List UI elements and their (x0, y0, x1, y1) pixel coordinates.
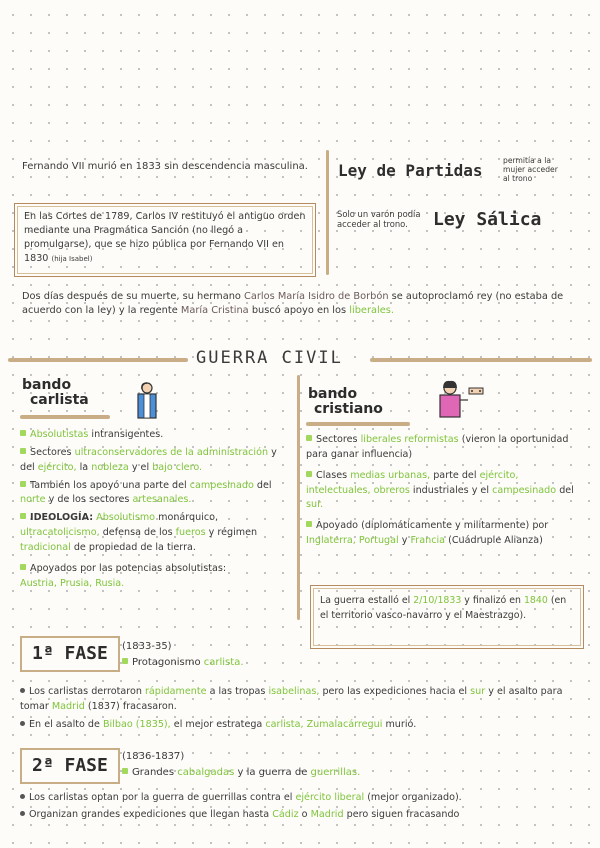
small-figure-icon (468, 385, 484, 397)
fase2-label: 2ª FASE (20, 748, 120, 784)
list-item: Apoyados por las potencias absolutistas: Austria, Prusia, Rusia. (20, 562, 227, 589)
cristiano-underline (306, 422, 410, 426)
list-item: Los carlistas optan por la guerra de guerrillas contra el ejército liberal (mejor organizado). (20, 790, 582, 805)
pragmatica-text: En las Cortes de 1789, Carlos IV restituyó el antiguo orden mediante una Pragmática Sanción (no llegó a promulgarse), que se hizo pública por Fernando VII en 1830 (hija Isabel) (24, 211, 306, 264)
fase2-text (20, 790, 582, 823)
bando-carlista-heading: bando carlista (22, 377, 89, 408)
fase1-years: (1833-35) (122, 641, 172, 652)
partidas-note: permitía a la mujer acceder al trono (503, 156, 558, 184)
fase2-years: (1836-1837) (122, 751, 185, 762)
list-item: Clases medias urbanas, parte del ejército, intelectuales, obreros industriales y el campesinado del sur. (306, 469, 574, 511)
list-item: Apoyado (diplomáticamente y militarmente) por Inglaterra, Portugal y Francia (Cuádruple Alianza) (306, 520, 549, 547)
list-item: Absolutistas intransigentes. (20, 428, 290, 443)
title-rule-right (370, 358, 592, 362)
list-item: Los carlistas derrotaron rápidamente a las tropas isabelinas, pero las expediciones hacia el sur y el asalto para tomar Madrid (1837) fracasaron. (20, 686, 563, 713)
fase1-protagonismo: Protagonismo carlista. (122, 656, 244, 669)
fase1-label: 1ª FASE (20, 636, 120, 672)
carlista-list (20, 428, 290, 592)
list-item: También los apoyó una parte del campesinado del norte y de los sectores artesanales. (20, 479, 272, 506)
ley-salica-title: Ley Sálica (433, 209, 542, 230)
middle-divider (297, 375, 300, 620)
fernando-text: Fernando VII murió en 1833 sin descendencia masculina. (22, 161, 308, 172)
carlista-figure-icon (132, 381, 162, 421)
bando-cristiano-heading: bando cristiano (308, 386, 383, 417)
list-item: Sectores liberales reformistas (vieron la oportunidad para ganar influencia) (306, 434, 569, 460)
list-item: IDEOLOGÍA: Absolutismo monárquico, ultracatolicismo, defensa de los fueros y régimen tradicional de propiedad de la tierra. (20, 512, 258, 554)
list-item: Sectores ultraconservadores de la administración y del ejército, la nobleza y el bajo clero. (20, 446, 277, 473)
section-title: GUERRA CIVIL (196, 348, 343, 368)
carlista-underline (20, 415, 110, 419)
death-paragraph: Dos días después de su muerte, su hermano Carlos María Isidro de Borbón se autoproclamó rey (no estaba de acuerdo con la ley) y la regente María Cristina buscó apoyo en los liberales. (22, 291, 564, 317)
salica-note: Solo un varón podía acceder al trono. (337, 209, 421, 230)
title-rule-left (8, 358, 188, 362)
cristiano-list (306, 433, 584, 549)
fase1-text (20, 684, 582, 732)
war-dates-text: La guerra estalló el 2/10/1833 y finalizó en 1840 (en el territorio vasco-navarro y el Maestrazgo). (320, 595, 567, 621)
ley-partidas-title: Ley de Partidas (338, 161, 483, 180)
list-item: Organizan grandes expediciones que llegan hasta Cádiz o Madrid pero siguen fracasando (20, 807, 582, 822)
top-divider (326, 150, 329, 275)
fase2-cabalgadas: Grandes cabalgadas y la guerra de guerrillas. (122, 766, 360, 779)
list-item: En el asalto de Bilbao (1835), el mejor estratega carlista, Zumalacárregui murió. (20, 717, 582, 732)
cristiano-figure-icon (430, 380, 470, 420)
